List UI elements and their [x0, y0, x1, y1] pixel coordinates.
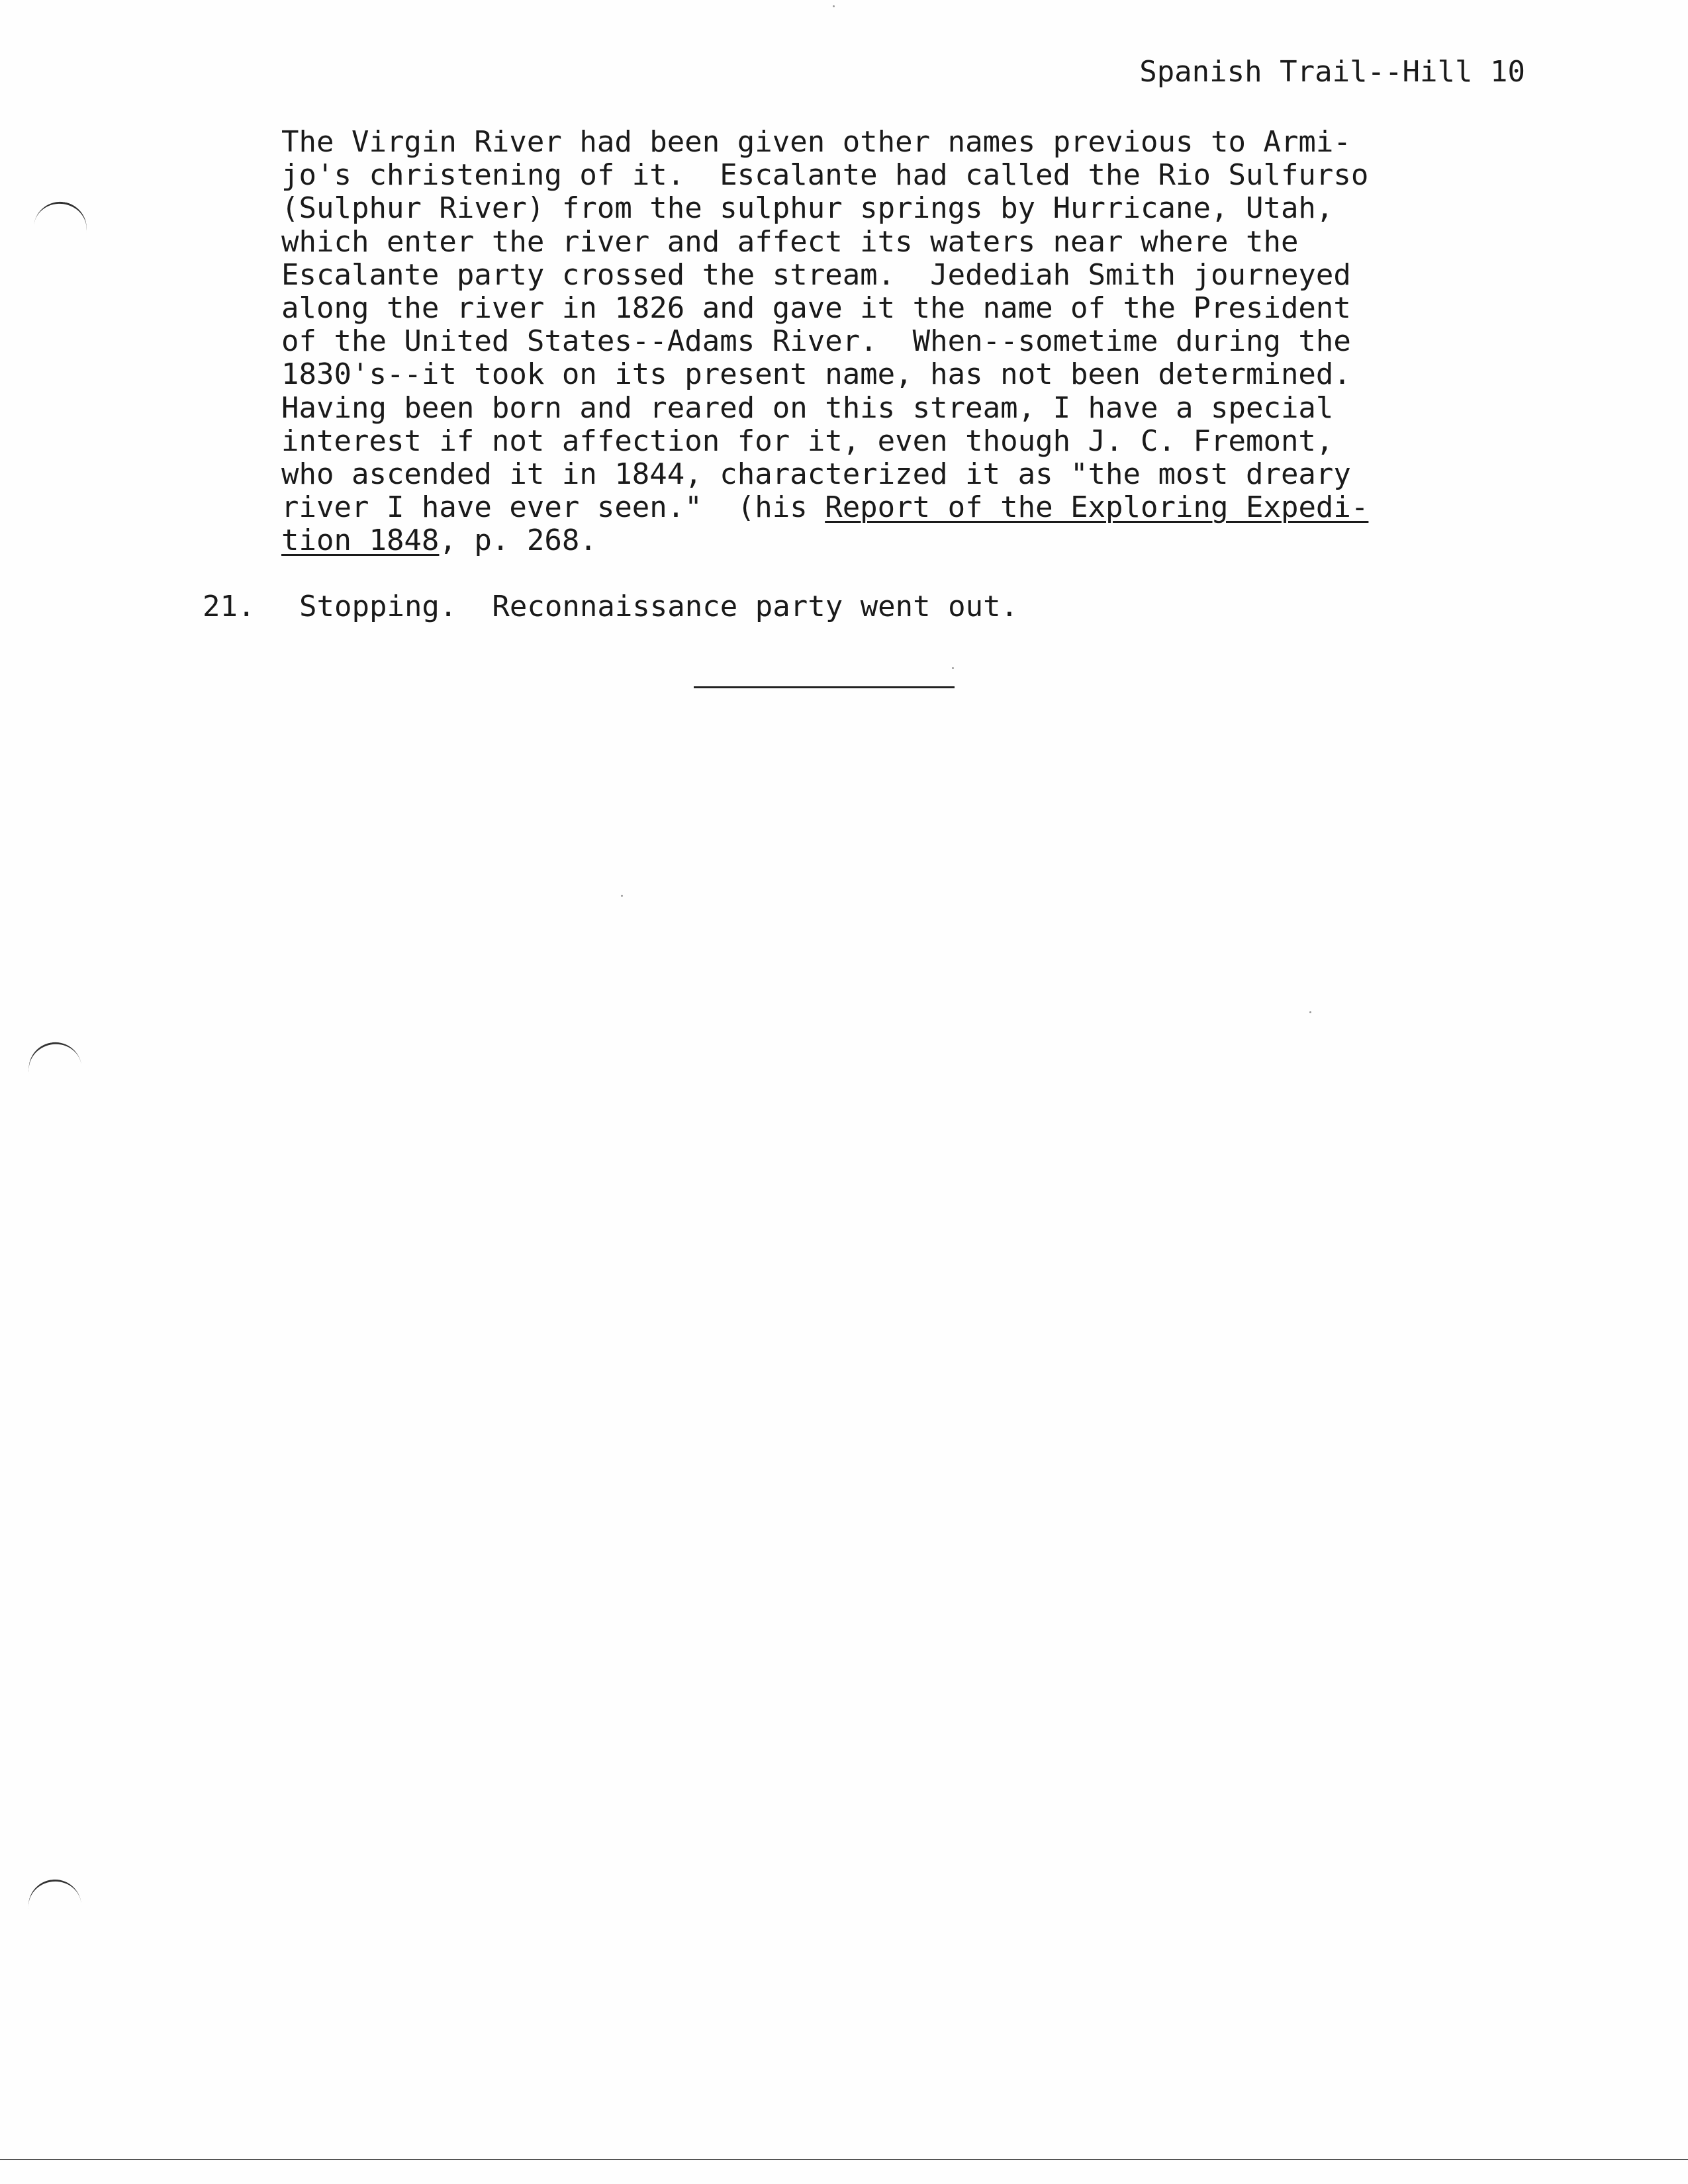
- paragraph-line: who ascended it in 1844, characterized it as "the most dreary: [281, 457, 1351, 491]
- running-head: Spanish Trail--Hill 10: [1139, 55, 1525, 89]
- page-bottom-edge: [0, 2159, 1688, 2160]
- entry-number: 21.: [203, 590, 256, 623]
- paragraph-line: interest if not affection for it, even though J. C. Fremont,: [281, 424, 1334, 458]
- paragraph-line: along the river in 1826 and gave it the name of the President: [281, 291, 1351, 325]
- citation-prefix: river I have ever seen." (his: [281, 490, 825, 525]
- scan-speck: [952, 667, 954, 669]
- scan-speck: [1309, 1011, 1311, 1013]
- citation-title-part2: tion 1848: [281, 523, 440, 558]
- paragraph-line: Escalante party crossed the stream. Jedediah Smith journeyed: [281, 257, 1351, 292]
- citation-title-part1: Report of the Exploring Expedi-: [825, 490, 1369, 525]
- paragraph-line: [281, 524, 1579, 557]
- scan-speck: [833, 5, 835, 7]
- binder-hole-mark: [32, 199, 90, 248]
- log-entry: [203, 590, 1018, 623]
- citation-suffix: , p. 268.: [439, 523, 597, 558]
- paragraph-line: Having been born and reared on this stream, I have a special: [281, 390, 1334, 425]
- paragraph-line: 1830's--it took on its present name, has not been determined.: [281, 357, 1351, 392]
- paragraph-line: of the United States--Adams River. When--sometime during the: [281, 324, 1351, 359]
- scan-speck: [621, 895, 623, 897]
- body-paragraph: [281, 126, 1579, 557]
- binder-hole-mark: [24, 1038, 84, 1089]
- binder-hole-mark: [26, 1877, 83, 1924]
- entry-text: Stopping. Reconnaissance party went out.: [299, 590, 1019, 623]
- paragraph-line: which enter the river and affect its waters near where the: [281, 224, 1299, 259]
- paragraph-line: [281, 491, 1579, 524]
- section-divider: [694, 686, 955, 688]
- paragraph-line: (Sulphur River) from the sulphur springs by Hurricane, Utah,: [281, 191, 1334, 226]
- paragraph-line: jo's christening of it. Escalante had called the Rio Sulfurso: [281, 158, 1369, 193]
- paragraph-line: The Virgin River had been given other names previous to Armi-: [281, 125, 1351, 159]
